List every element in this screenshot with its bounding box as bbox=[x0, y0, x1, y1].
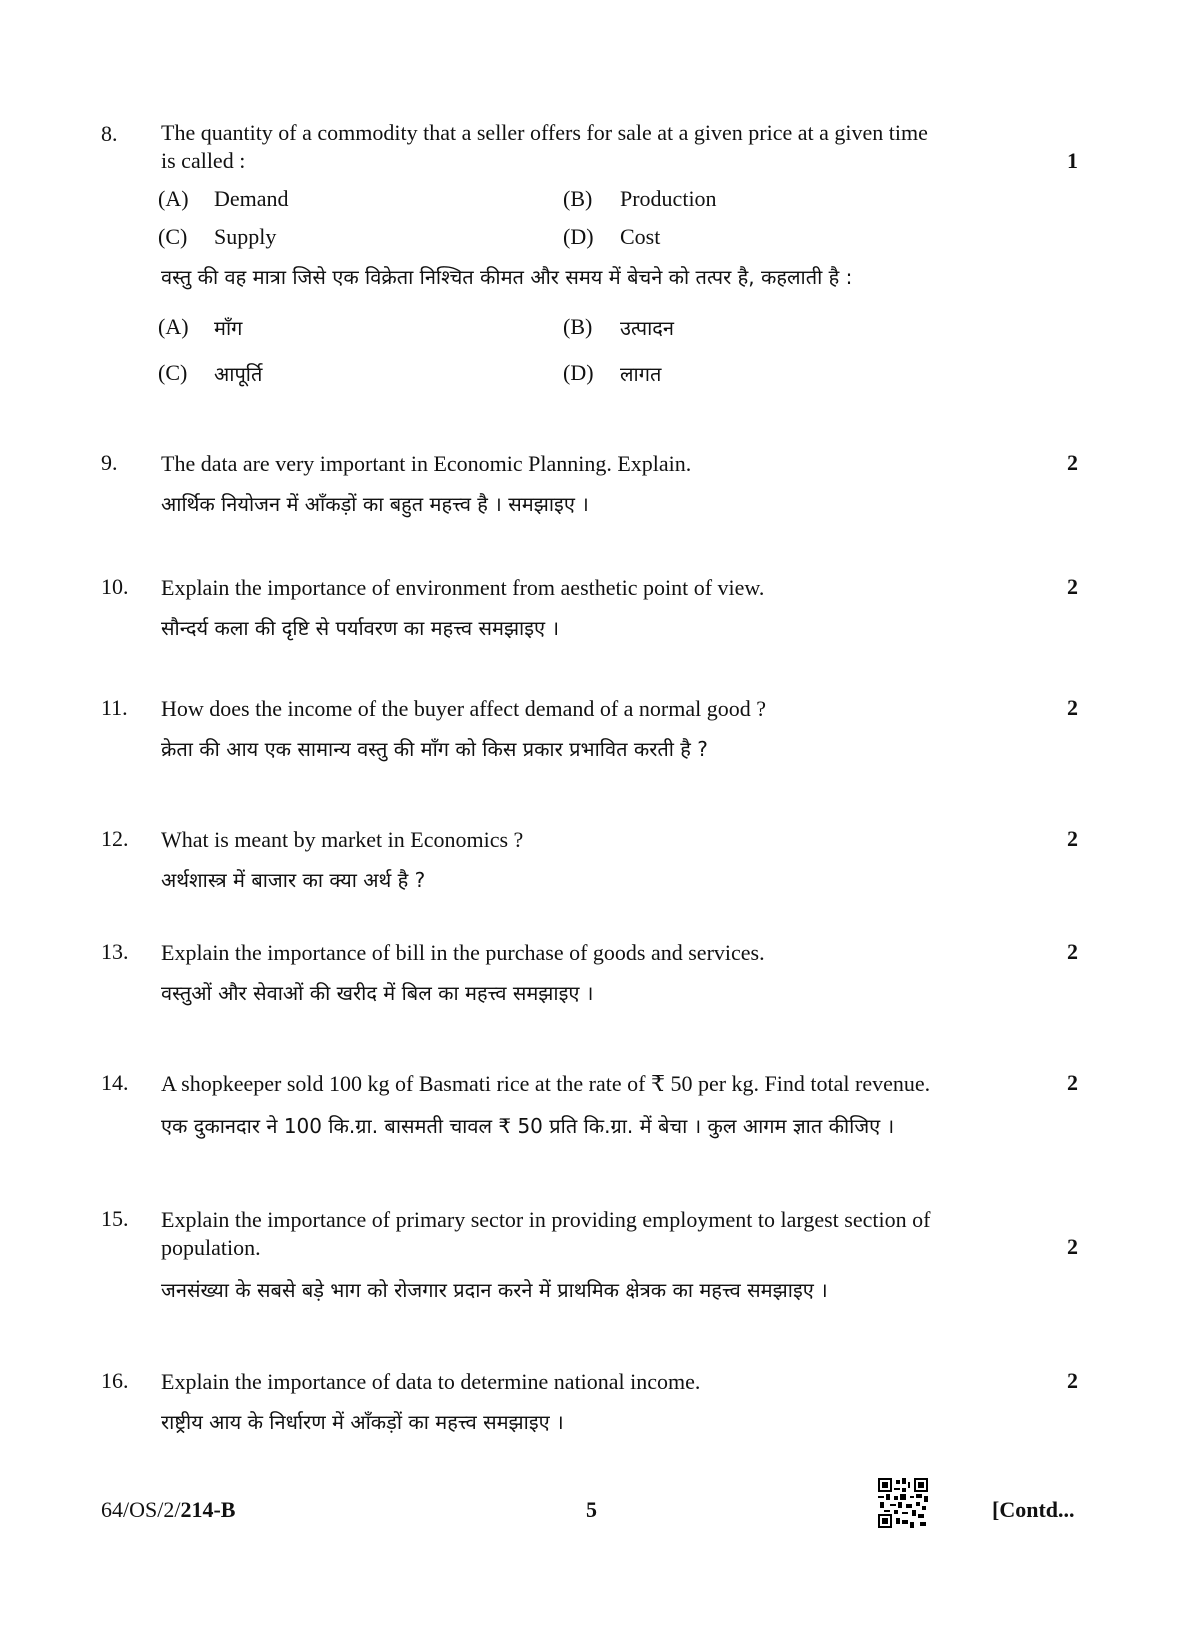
option-d-label: (D) bbox=[563, 224, 594, 249]
question-text-hindi: वस्तु की वह मात्रा जिसे एक विक्रेता निश्चित कीमत और समय में बेचने को तत्पर है, कहलाती है : bbox=[161, 265, 853, 289]
question-number: 9. bbox=[101, 450, 118, 475]
question-number: 12. bbox=[101, 826, 129, 851]
question-text: How does the income of the buyer affect demand of a normal good ? bbox=[161, 696, 766, 721]
paper-code bbox=[101, 1497, 235, 1523]
option-c-label: (C) bbox=[158, 224, 188, 249]
question-text-line2: population. bbox=[161, 1235, 261, 1260]
marks: 2 bbox=[1067, 1234, 1078, 1259]
question-number: 13. bbox=[101, 939, 129, 964]
question-text-hindi: राष्ट्रीय आय के निर्धारण में आँकड़ों का महत्त्व समझाइए । bbox=[161, 1410, 564, 1434]
option-c-text-hindi: आपूर्ति bbox=[214, 362, 263, 386]
question-number: 16. bbox=[101, 1368, 129, 1393]
question-text: Explain the importance of data to determine national income. bbox=[161, 1369, 701, 1394]
question-text: What is meant by market in Economics ? bbox=[161, 827, 524, 852]
question-text-line1: Explain the importance of primary sector in providing employment to largest section of bbox=[161, 1207, 931, 1232]
marks: 2 bbox=[1067, 574, 1078, 599]
question-text-hindi: अर्थशास्त्र में बाजार का क्या अर्थ है ? bbox=[161, 868, 426, 892]
option-b-label: (B) bbox=[563, 186, 593, 211]
question-text-line1: The quantity of a commodity that a seller offers for sale at a given price at a given time bbox=[161, 120, 928, 145]
question-text-hindi: वस्तुओं और सेवाओं की खरीद में बिल का महत्त्व समझाइए । bbox=[161, 981, 594, 1005]
marks: 2 bbox=[1067, 939, 1078, 964]
option-d-text-hindi: लागत bbox=[620, 362, 662, 386]
marks: 2 bbox=[1067, 826, 1078, 851]
question-number: 15. bbox=[101, 1206, 129, 1231]
question-text-hindi: एक दुकानदार ने 100 कि.ग्रा. बासमती चावल ₹ 50 प्रति कि.ग्रा. में बेचा । कुल आगम ज्ञात कीजिए । bbox=[161, 1114, 895, 1138]
question-text-hindi: क्रेता की आय एक सामान्य वस्तु की माँग को किस प्रकार प्रभावित करती है ? bbox=[161, 737, 708, 761]
continued-label: [Contd... bbox=[992, 1497, 1075, 1522]
marks: 2 bbox=[1067, 1368, 1078, 1393]
marks: 1 bbox=[1067, 148, 1078, 173]
option-b-text: Production bbox=[620, 186, 717, 211]
option-d-text: Cost bbox=[620, 224, 661, 249]
question-text-hindi: जनसंख्या के सबसे बड़े भाग को रोजगार प्रदान करने में प्राथमिक क्षेत्रक का महत्त्व समझाइए । bbox=[161, 1278, 828, 1302]
marks: 2 bbox=[1067, 1070, 1078, 1095]
option-b-label-hindi: (B) bbox=[563, 314, 593, 339]
question-number: 8. bbox=[101, 121, 118, 146]
question-text: Explain the importance of bill in the purchase of goods and services. bbox=[161, 940, 765, 965]
paper-code-bold: 214-B bbox=[180, 1497, 236, 1522]
option-b-text-hindi: उत्पादन bbox=[620, 316, 675, 340]
question-text-hindi: आर्थिक नियोजन में आँकड़ों का बहुत महत्त्व है । समझाइए । bbox=[161, 492, 589, 516]
question-text: A shopkeeper sold 100 kg of Basmati rice at the rate of ₹ 50 per kg. Find total revenue. bbox=[161, 1071, 931, 1096]
qr-code-icon bbox=[878, 1478, 928, 1528]
question-text: The data are very important in Economic Planning. Explain. bbox=[161, 451, 692, 476]
option-c-text: Supply bbox=[214, 224, 277, 249]
option-c-label-hindi: (C) bbox=[158, 360, 188, 385]
marks: 2 bbox=[1067, 450, 1078, 475]
page-number: 5 bbox=[586, 1497, 597, 1522]
option-d-label-hindi: (D) bbox=[563, 360, 594, 385]
question-text-hindi: सौन्दर्य कला की दृष्टि से पर्यावरण का महत्त्व समझाइए । bbox=[161, 616, 560, 640]
marks: 2 bbox=[1067, 695, 1078, 720]
option-a-label-hindi: (A) bbox=[158, 314, 189, 339]
question-text-line2: is called : bbox=[161, 148, 246, 173]
option-a-text: Demand bbox=[214, 186, 289, 211]
paper-code-prefix: 64/OS/2/ bbox=[101, 1497, 181, 1522]
question-number: 14. bbox=[101, 1070, 129, 1095]
question-text: Explain the importance of environment from aesthetic point of view. bbox=[161, 575, 765, 600]
option-a-text-hindi: माँग bbox=[214, 316, 243, 340]
option-a-label: (A) bbox=[158, 186, 189, 211]
question-number: 11. bbox=[101, 695, 128, 720]
question-number: 10. bbox=[101, 574, 129, 599]
